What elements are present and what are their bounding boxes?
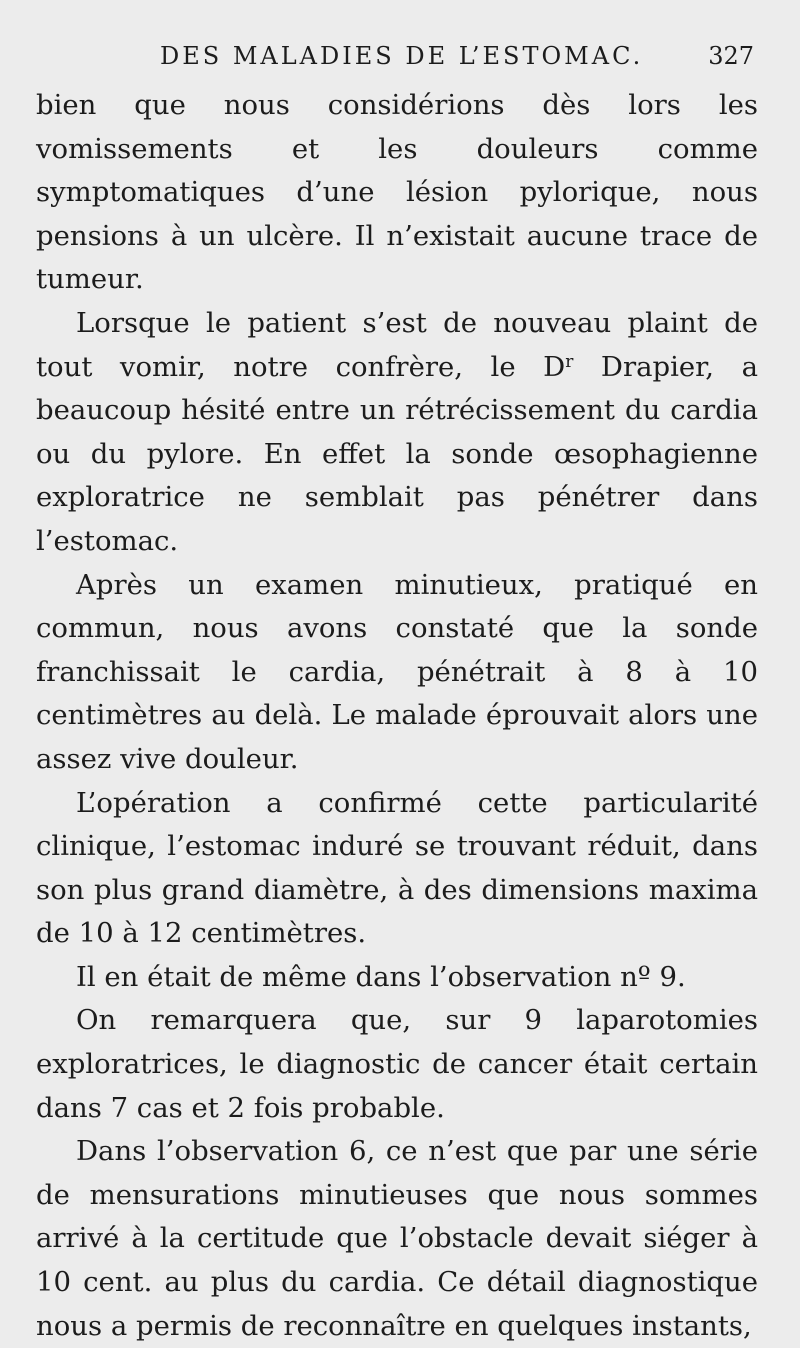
paragraph-continuation: bien que nous considérions dès lors les vomissements et les douleurs comme symptomatiques d’une lésion pylorique, nous pensions à un ulcère. Il n’existait aucune trace de tumeur. xyxy=(36,89,758,296)
paragraph-text-after: Drapier, a beaucoup hésité entre un rétrécissement du cardia ou du pylore. En effet la sonde œsophagienne exploratrice ne semblait pas pénétrer dans l’estomac. xyxy=(36,350,758,557)
paragraph-observation-9: Il en était de même dans l’observation nº 9. xyxy=(76,960,686,993)
paragraph-text-before: Lorsque le patient s’est de nouveau plaint de tout vomir, notre confrère, le D xyxy=(36,306,758,383)
page-number: 327 xyxy=(708,42,754,70)
paragraph-observation-6: Dans l’observation 6, ce n’est que par une série de mensurations minutieuses que nous sommes arrivé à la certitude que l’obstacle devait siéger à 10 cent. au plus du cardia. Ce détail diagnostique nous a permis de reconnaître en quelques instants, xyxy=(36,1135,758,1342)
paragraph-operation: L’opération a confirmé cette particularité clinique, l’estomac induré se trouvant réduit, dans son plus grand diamètre, à des dimensions maxima de 10 à 12 centimètres. xyxy=(36,786,758,950)
paragraph-drapier xyxy=(36,302,758,564)
page-header xyxy=(0,36,800,76)
running-title: DES MALADIES DE L’ESTOMAC. xyxy=(160,42,644,70)
body-text xyxy=(36,84,758,1348)
paragraph-examen: Après un examen minutieux, pratiqué en commun, nous avons constaté que la sonde franchissait le cardia, pénétrait à 8 à 10 centimètres au delà. Le malade éprouvait alors une assez vive douleur. xyxy=(36,568,758,775)
superscript-r: r xyxy=(565,351,574,372)
paragraph-laparotomies: On remarquera que, sur 9 laparotomies exploratrices, le diagnostic de cancer était certain dans 7 cas et 2 fois probable. xyxy=(36,1004,758,1124)
